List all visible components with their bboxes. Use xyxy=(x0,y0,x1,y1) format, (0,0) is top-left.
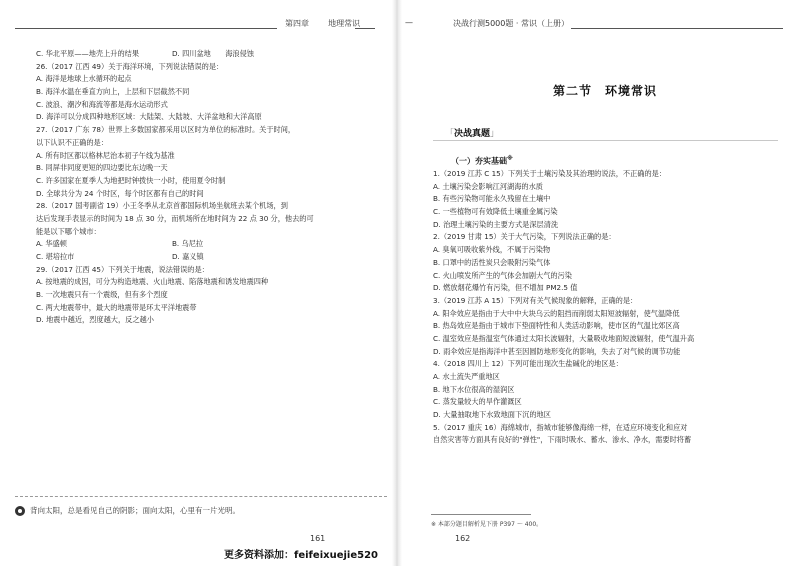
text-line: B. 有些污染物可能永久残留在土壤中 xyxy=(433,194,551,204)
quote-text: 背向太阳，总是看见自己的阴影；面向太阳，心里有一片光明。 xyxy=(30,506,240,515)
text-line: 2.（2019 甘肃 15）关于大气污染，下列说法正确的是： xyxy=(433,232,616,242)
sub-subsection-label: （一）夯实基础 xyxy=(451,156,507,166)
right-question-list xyxy=(433,168,694,447)
text-line: 4.（2018 四川上 12）下列可能出现次生盐碱化的地区是： xyxy=(433,359,623,369)
left-header-rule-end xyxy=(355,28,375,29)
option-left: A. 华盛顿 xyxy=(36,239,67,249)
text-line: B. 海洋水温在垂直方向上，上层和下层截然不同 xyxy=(36,87,190,97)
subsection-rule xyxy=(433,140,778,141)
text-line: D. 大量抽取地下水致地面下沉的地区 xyxy=(433,410,551,420)
right-header-rule xyxy=(571,28,783,29)
option-row xyxy=(36,48,314,61)
text-line: C. 波浪、潮汐和海流等都是海水运动形式 xyxy=(36,99,168,109)
text-line: A. 臭氧可吸收紫外线，不属于污染物 xyxy=(433,245,551,255)
text-line: 能是以下哪个城市： xyxy=(36,226,101,236)
text-line: 29.（2017 江西 45）下列关于地震，说法错误的是： xyxy=(36,264,209,274)
text-line: B. 口罩中的活性炭只会吸附污染气体 xyxy=(433,257,551,267)
right-header-title: 决战行测5000题 · 常识（上册） xyxy=(453,19,569,28)
left-question-list xyxy=(36,48,314,327)
text-line: C. 火山喷发所产生的气体会加剧大气的污染 xyxy=(433,270,572,280)
option-row xyxy=(36,251,314,264)
text-line: 5.（2017 重庆 16）海绵城市，指城市能够像海绵一样，在适应环境变化和应对 xyxy=(433,422,688,432)
left-page-number: 161 xyxy=(310,534,326,543)
text-line: C. 温室效应是指温室气体通过太阳长波辐射，大量吸收地面短波辐射，使气温升高 xyxy=(433,333,695,343)
text-line: B. 一次地震只有一个震级，但有多个烈度 xyxy=(36,290,168,300)
sun-icon xyxy=(15,506,25,516)
text-line: D. 全球共分为 24 个时区，每个时区都有自己的时间 xyxy=(36,188,204,198)
bracket-open-icon: 「 xyxy=(445,129,455,139)
text-line: D. 地震中越近，烈度越大，反之越小 xyxy=(36,315,154,325)
text-line: 达后发现手表显示的时间为 18 点 30 分，而机场所在地时间为 22 点 30 分，他去的可 xyxy=(36,213,314,223)
bracket-close-icon: 」 xyxy=(490,129,500,139)
section-title: 第二节 环境常识 xyxy=(553,84,658,98)
right-header-dash: — xyxy=(405,18,413,27)
text-line: 自然灾害等方面具有良好的"弹性"，下雨时吸水、蓄水、渗水、净水，需要时将蓄 xyxy=(433,435,692,445)
right-page xyxy=(403,0,800,566)
text-line: D. 治理土壤污染的主要方式是深层清洗 xyxy=(433,219,559,229)
text-line: 1.（2019 江苏 C 15）下列关于土壤污染及其治理的说法，不正确的是： xyxy=(433,169,667,178)
text-line: B. 同屏非同度更短的四边要比东边晚一天 xyxy=(36,163,168,173)
left-header-title: 地理常识 xyxy=(328,19,361,28)
sub-subsection-title xyxy=(451,155,513,167)
text-line: A. 水土流失严重地区 xyxy=(433,372,500,381)
text-line: C. 蒸发量较大的旱作灌溉区 xyxy=(433,397,522,407)
left-footer-rule xyxy=(15,496,387,497)
text-line: 27.（2017 广东 78）世界上多数国家都采用以区时为单位的标准时。关于时间， xyxy=(36,125,296,135)
text-line: A. 按地震的成因，可分为构造地震、火山地震、陷落地震和诱发地震四种 xyxy=(36,277,269,287)
text-line: C. 许多国家在夏季人为地把时钟拨快一小时，使用夏令时制 xyxy=(36,175,226,185)
option-right: D. 嘉义镇 xyxy=(172,252,204,261)
left-header-rule xyxy=(15,28,277,29)
footnote-rule xyxy=(431,514,531,515)
text-line: 以下认识不正确的是： xyxy=(36,137,108,147)
option-right: B. 乌尼拉 xyxy=(172,239,204,249)
text-line: D. 海洋可以分成四种地形区域：大陆架、大陆坡、大洋盆地和大洋高原 xyxy=(36,112,262,122)
text-line: A. 土壤污染会影响江河湖海的水质 xyxy=(433,181,543,191)
right-header-mark xyxy=(405,18,413,27)
right-page-number: 162 xyxy=(455,534,471,543)
footnote: ※ 本部分题目解析见下册 P397 ～ 400。 xyxy=(431,521,543,528)
option-right: D. 四川盆地 海浪侵蚀 xyxy=(172,49,254,58)
option-left: C. 堪培拉市 xyxy=(36,252,75,261)
quote-box xyxy=(15,505,240,516)
text-line: C. 两大地震带中，最大的地震带是环太平洋地震带 xyxy=(36,302,197,312)
text-line: A. 阳伞效应是指由于大中中大块乌云的阻挡而削弱太阳短波辐射，使气温降低 xyxy=(433,308,680,318)
text-line: A. 所有时区都以格林尼治本初子午线为基准 xyxy=(36,150,175,160)
text-line: 26.（2017 江西 49）关于海洋环境，下列说法错误的是： xyxy=(36,61,224,71)
left-header xyxy=(285,18,360,29)
text-line: D. 燃放烟花爆竹有污染，但不增加 PM2.5 值 xyxy=(433,283,578,293)
text-line: B. 热岛效应是指由于城市下垫面特性和人类活动影响，使市区的气温比郊区高 xyxy=(433,321,680,331)
footnote-mark: ※ xyxy=(507,155,513,162)
text-line: D. 雨伞效应是指海洋中甚至因圆防地形变化的影响，失去了对气候的调节功能 xyxy=(433,346,681,356)
text-line: 28.（2017 国考副省 19）小王冬季从北京首都国际机场坐航班去某个机场，到 xyxy=(36,201,288,211)
option-row xyxy=(36,238,314,251)
right-header xyxy=(453,18,569,29)
watermark: 更多资料添加：feifeixuejie520 xyxy=(224,550,378,561)
subsection-label: 决战真题 xyxy=(454,129,491,139)
text-line: 3.（2019 江苏 A 15）下列对有关气候现象的解释，正确的是： xyxy=(433,295,638,305)
left-header-chapter: 第四章 xyxy=(285,19,309,28)
left-page xyxy=(0,0,395,566)
text-line: C. 一些植物可有效降低土壤重金属污染 xyxy=(433,207,558,217)
subsection-title xyxy=(445,126,499,139)
text-line: A. 海洋是地球上水循环的起点 xyxy=(36,74,132,84)
text-line: B. 地下水位很高的湿润区 xyxy=(433,384,515,394)
option-left: C. 华北平原——地壳上升的结果 xyxy=(36,49,140,58)
